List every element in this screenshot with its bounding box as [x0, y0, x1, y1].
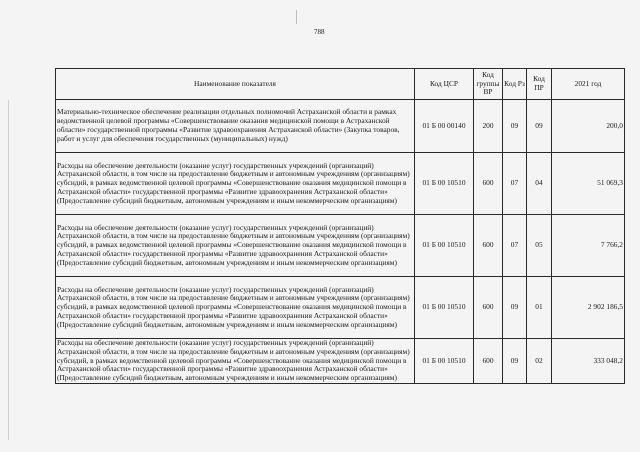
row-name: Расходы на обеспечение деятельности (оказание услуг) государственных учреждений (организаций) Астраханской области, в том числе на предоставление бюджетным и автономным учреждениям (организациям) субсидий, в рамках ведомственной целевой программы «Совершенствование оказания медицинской помощи в Астраханской области» государственной программы «Развитие здравоохранения Астраханской области» (Предоставление субсидий бюджетным, автономным учреждениям и иным некоммерческим организациям) — [56, 215, 415, 277]
row-csr: 01 Б 00 10510 — [415, 215, 474, 277]
header-csr: Код ЦСР — [415, 69, 474, 100]
table-row — [56, 215, 625, 277]
page-number: 788 — [314, 28, 325, 36]
table-header — [56, 69, 625, 100]
row-pr: 09 — [527, 100, 552, 153]
row-amount: 2 902 186,5 — [552, 277, 625, 339]
row-vr: 600 — [474, 339, 503, 384]
header-name: Наименование показателя — [56, 69, 415, 100]
budget-table — [55, 68, 625, 384]
header-vr: Код группы ВР — [474, 69, 503, 100]
row-rz: 09 — [503, 100, 527, 153]
header-rz: Код Рз — [503, 69, 527, 100]
row-pr: 04 — [527, 153, 552, 215]
table-row — [56, 100, 625, 153]
row-rz: 09 — [503, 277, 527, 339]
row-vr: 600 — [474, 215, 503, 277]
header-pr: Код ПР — [527, 69, 552, 100]
row-vr: 600 — [474, 277, 503, 339]
row-name: Материально-техническое обеспечение реализации отдельных полномочий Астраханской области в рамках ведомственной целевой программы «Совершенствование оказания медицинской помощи в Астраханской области» государственной программы «Развитие здравоохранения Астраханской области» (Закупка товаров, работ и услуг для обеспечения государственных (муниципальных) нужд) — [56, 100, 415, 153]
scan-edge-line — [8, 100, 9, 440]
row-csr: 01 Б 00 00140 — [415, 100, 474, 153]
row-name: Расходы на обеспечение деятельности (оказание услуг) государственных учреждений (организаций) Астраханской области, в том числе на предоставление бюджетным и автономным учреждениям (организациям) субсидий, в рамках ведомственной целевой программы «Совершенствование оказания медицинской помощи в Астраханской области» государственной программы «Развитие здравоохранения Астраханской области» (Предоставление субсидий бюджетным, автономным учреждениям и иным некоммерческим организациям) — [56, 339, 415, 384]
row-csr: 01 Б 00 10510 — [415, 339, 474, 384]
row-rz: 09 — [503, 339, 527, 384]
row-amount: 200,0 — [552, 100, 625, 153]
row-pr: 05 — [527, 215, 552, 277]
table-row — [56, 339, 625, 384]
scan-artifact — [296, 10, 297, 24]
row-amount: 7 766,2 — [552, 215, 625, 277]
row-pr: 01 — [527, 277, 552, 339]
row-name: Расходы на обеспечение деятельности (оказание услуг) государственных учреждений (организаций) Астраханской области, в том числе на предоставление бюджетным и автономным учреждениям (организациям) субсидий, в рамках ведомственной целевой программы «Совершенствование оказания медицинской помощи в Астраханской области» государственной программы «Развитие здравоохранения Астраханской области» (Предоставление субсидий бюджетным, автономным учреждениям и иным некоммерческим организациям) — [56, 153, 415, 215]
row-csr: 01 Б 00 10510 — [415, 153, 474, 215]
header-year: 2021 год — [552, 69, 625, 100]
table-row — [56, 277, 625, 339]
row-amount: 51 069,3 — [552, 153, 625, 215]
row-pr: 02 — [527, 339, 552, 384]
row-name: Расходы на обеспечение деятельности (оказание услуг) государственных учреждений (организаций) Астраханской области, в том числе на предоставление бюджетным и автономным учреждениям (организациям) субсидий, в рамках ведомственной целевой программы «Совершенствование оказания медицинской помощи в Астраханской области» государственной программы «Развитие здравоохранения Астраханской области» (Предоставление субсидий бюджетным, автономным учреждениям и иным некоммерческим организациям) — [56, 277, 415, 339]
row-vr: 600 — [474, 153, 503, 215]
table-row — [56, 153, 625, 215]
row-csr: 01 Б 00 10510 — [415, 277, 474, 339]
row-rz: 07 — [503, 153, 527, 215]
row-vr: 200 — [474, 100, 503, 153]
row-amount: 333 048,2 — [552, 339, 625, 384]
row-rz: 07 — [503, 215, 527, 277]
